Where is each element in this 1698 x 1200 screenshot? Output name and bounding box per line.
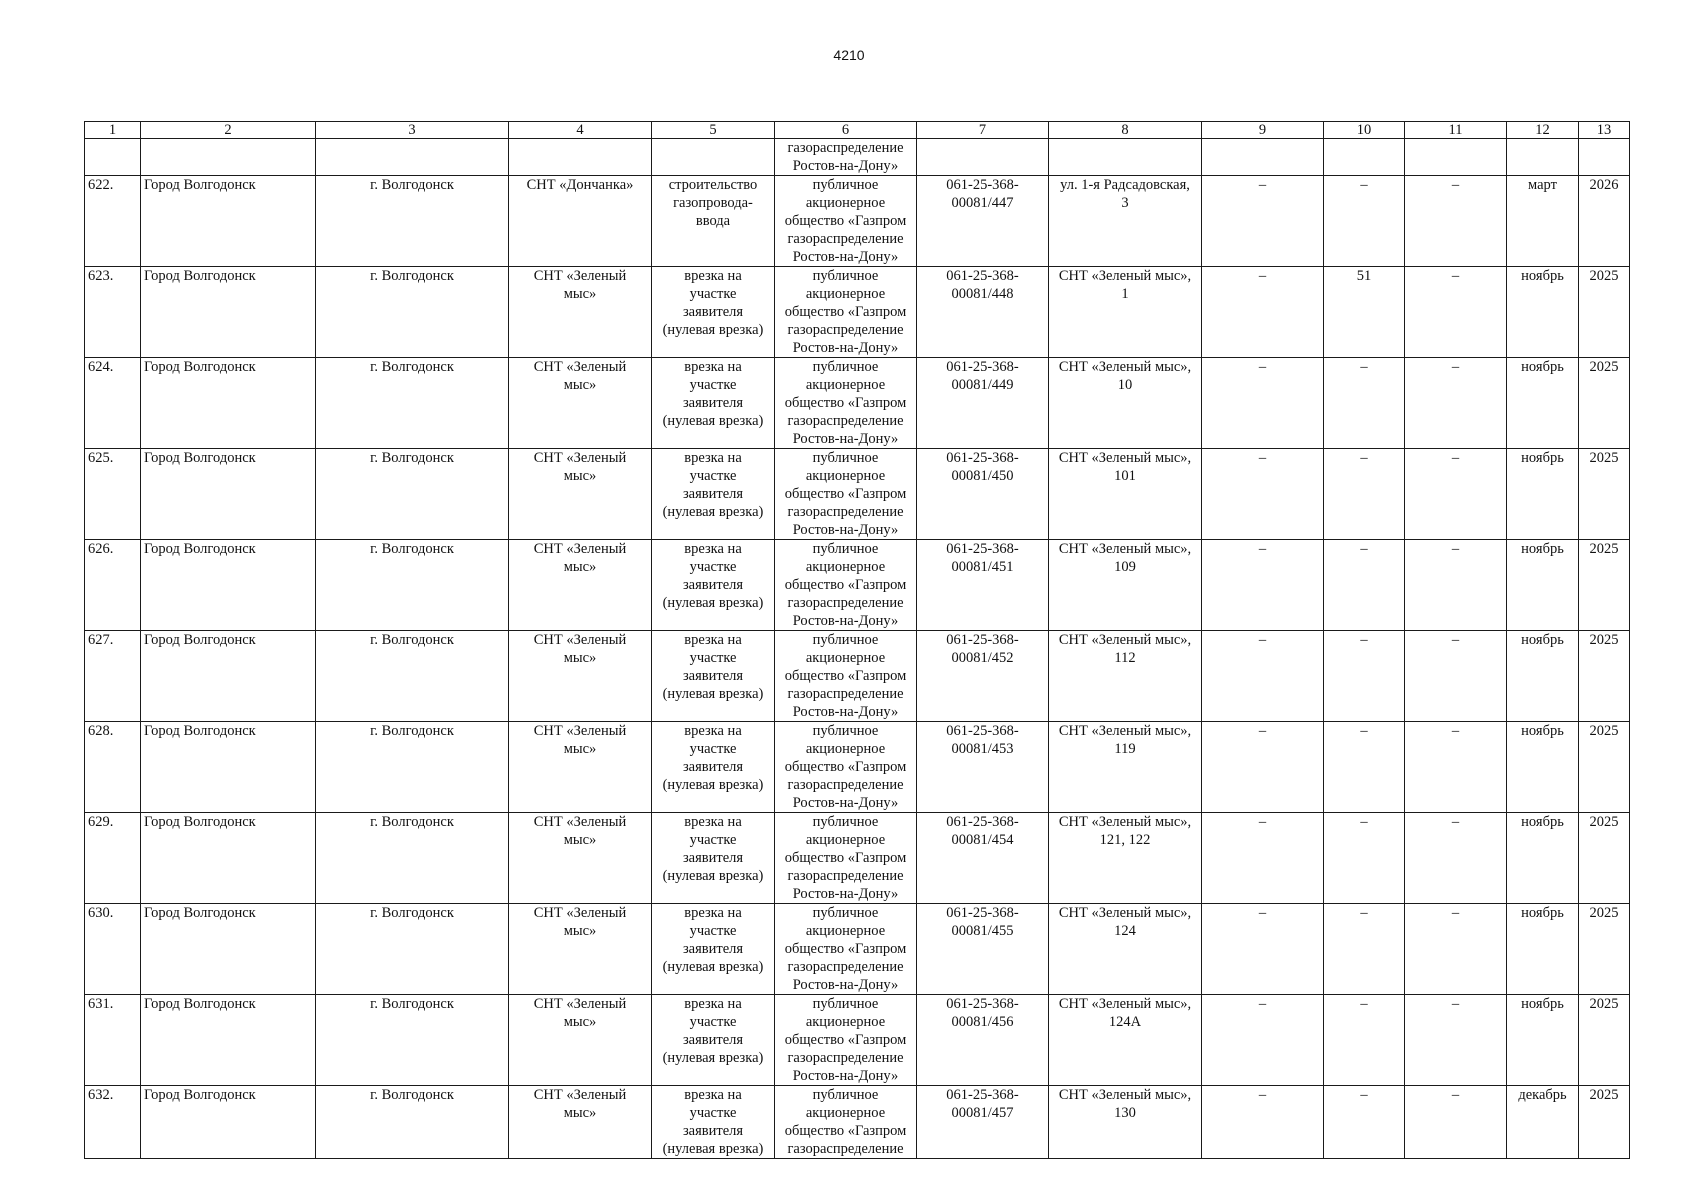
column-header-9: 9 bbox=[1202, 122, 1324, 139]
object-cell: СНТ «Зеленый мыс» bbox=[509, 267, 652, 358]
code-cell: 061-25-368- 00081/447 bbox=[917, 176, 1049, 267]
continuation-row bbox=[85, 139, 1630, 176]
month-cell: ноябрь bbox=[1507, 358, 1579, 449]
owner-cell: публичное акционерное общество «Газпром газораспределение Ростов-на-Дону» bbox=[775, 540, 917, 631]
object-cell: СНТ «Зеленый мыс» bbox=[509, 813, 652, 904]
column-11-cell: – bbox=[1405, 904, 1507, 995]
object-cell: СНТ «Дончанка» bbox=[509, 176, 652, 267]
column-header-4: 4 bbox=[509, 122, 652, 139]
settlement-cell: г. Волгодонск bbox=[316, 722, 509, 813]
municipality-cell: Город Волгодонск bbox=[141, 1086, 316, 1159]
column-11-cell: – bbox=[1405, 813, 1507, 904]
address-cell: СНТ «Зеленый мыс», 10 bbox=[1049, 358, 1202, 449]
municipality-cell: Город Волгодонск bbox=[141, 813, 316, 904]
column-9-cell: – bbox=[1202, 267, 1324, 358]
settlement-cell: г. Волгодонск bbox=[316, 904, 509, 995]
column-10-cell: – bbox=[1324, 995, 1405, 1086]
municipality-cell: Город Волгодонск bbox=[141, 358, 316, 449]
object-cell: СНТ «Зеленый мыс» bbox=[509, 904, 652, 995]
settlement-cell: г. Волгодонск bbox=[316, 449, 509, 540]
municipality-cell: Город Волгодонск bbox=[141, 267, 316, 358]
registry-table bbox=[84, 121, 1630, 1159]
table-row bbox=[85, 813, 1630, 904]
address-cell: СНТ «Зеленый мыс», 109 bbox=[1049, 540, 1202, 631]
address-cell: ул. 1-я Радсадовская, 3 bbox=[1049, 176, 1202, 267]
empty-cell bbox=[1202, 139, 1324, 176]
table-row bbox=[85, 995, 1630, 1086]
month-cell: ноябрь bbox=[1507, 995, 1579, 1086]
code-cell: 061-25-368- 00081/450 bbox=[917, 449, 1049, 540]
municipality-cell: Город Волгодонск bbox=[141, 631, 316, 722]
work-type-cell: врезка на участке заявителя (нулевая врезка) bbox=[652, 813, 775, 904]
month-cell: ноябрь bbox=[1507, 813, 1579, 904]
owner-cell: публичное акционерное общество «Газпром газораспределение Ростов-на-Дону» bbox=[775, 449, 917, 540]
code-cell: 061-25-368- 00081/454 bbox=[917, 813, 1049, 904]
municipality-cell: Город Волгодонск bbox=[141, 904, 316, 995]
work-type-cell: врезка на участке заявителя (нулевая врезка) bbox=[652, 722, 775, 813]
column-11-cell: – bbox=[1405, 995, 1507, 1086]
column-9-cell: – bbox=[1202, 813, 1324, 904]
owner-cell: публичное акционерное общество «Газпром газораспределение Ростов-на-Дону» bbox=[775, 722, 917, 813]
column-11-cell: – bbox=[1405, 267, 1507, 358]
month-cell: ноябрь bbox=[1507, 449, 1579, 540]
municipality-cell: Город Волгодонск bbox=[141, 722, 316, 813]
empty-cell bbox=[316, 139, 509, 176]
address-cell: СНТ «Зеленый мыс», 124 bbox=[1049, 904, 1202, 995]
table-body bbox=[85, 139, 1630, 1159]
settlement-cell: г. Волгодонск bbox=[316, 813, 509, 904]
settlement-cell: г. Волгодонск bbox=[316, 176, 509, 267]
object-cell: СНТ «Зеленый мыс» bbox=[509, 722, 652, 813]
work-type-cell: врезка на участке заявителя (нулевая врезка) bbox=[652, 449, 775, 540]
column-header-12: 12 bbox=[1507, 122, 1579, 139]
empty-cell bbox=[917, 139, 1049, 176]
year-cell: 2025 bbox=[1579, 358, 1630, 449]
month-cell: ноябрь bbox=[1507, 267, 1579, 358]
column-9-cell: – bbox=[1202, 176, 1324, 267]
column-11-cell: – bbox=[1405, 449, 1507, 540]
column-10-cell: – bbox=[1324, 813, 1405, 904]
year-cell: 2025 bbox=[1579, 631, 1630, 722]
row-number-cell: 622. bbox=[85, 176, 141, 267]
table-row bbox=[85, 631, 1630, 722]
month-cell: ноябрь bbox=[1507, 722, 1579, 813]
object-cell: СНТ «Зеленый мыс» bbox=[509, 540, 652, 631]
object-cell: СНТ «Зеленый мыс» bbox=[509, 358, 652, 449]
column-11-cell: – bbox=[1405, 1086, 1507, 1159]
address-cell: СНТ «Зеленый мыс», 130 bbox=[1049, 1086, 1202, 1159]
month-cell: март bbox=[1507, 176, 1579, 267]
owner-cell: публичное акционерное общество «Газпром газораспределение bbox=[775, 1086, 917, 1159]
year-cell: 2025 bbox=[1579, 540, 1630, 631]
empty-cell bbox=[1507, 139, 1579, 176]
municipality-cell: Город Волгодонск bbox=[141, 540, 316, 631]
column-header-11: 11 bbox=[1405, 122, 1507, 139]
year-cell: 2025 bbox=[1579, 813, 1630, 904]
empty-cell bbox=[1579, 139, 1630, 176]
column-9-cell: – bbox=[1202, 358, 1324, 449]
column-9-cell: – bbox=[1202, 722, 1324, 813]
empty-cell bbox=[141, 139, 316, 176]
column-header-1: 1 bbox=[85, 122, 141, 139]
table-row bbox=[85, 1086, 1630, 1159]
owner-cell: публичное акционерное общество «Газпром газораспределение Ростов-на-Дону» bbox=[775, 813, 917, 904]
year-cell: 2026 bbox=[1579, 176, 1630, 267]
empty-cell bbox=[1405, 139, 1507, 176]
table-row bbox=[85, 176, 1630, 267]
column-10-cell: – bbox=[1324, 358, 1405, 449]
settlement-cell: г. Волгодонск bbox=[316, 995, 509, 1086]
month-cell: ноябрь bbox=[1507, 540, 1579, 631]
row-number-cell: 630. bbox=[85, 904, 141, 995]
empty-cell bbox=[652, 139, 775, 176]
owner-cell: публичное акционерное общество «Газпром газораспределение Ростов-на-Дону» bbox=[775, 176, 917, 267]
code-cell: 061-25-368- 00081/453 bbox=[917, 722, 1049, 813]
column-header-7: 7 bbox=[917, 122, 1049, 139]
work-type-cell: врезка на участке заявителя (нулевая врезка) bbox=[652, 904, 775, 995]
year-cell: 2025 bbox=[1579, 1086, 1630, 1159]
column-header-10: 10 bbox=[1324, 122, 1405, 139]
row-number-cell: 628. bbox=[85, 722, 141, 813]
owner-cell: публичное акционерное общество «Газпром газораспределение Ростов-на-Дону» bbox=[775, 631, 917, 722]
row-number-cell: 629. bbox=[85, 813, 141, 904]
row-number-cell: 624. bbox=[85, 358, 141, 449]
owner-cell: публичное акционерное общество «Газпром газораспределение Ростов-на-Дону» bbox=[775, 358, 917, 449]
column-11-cell: – bbox=[1405, 631, 1507, 722]
table-row bbox=[85, 358, 1630, 449]
empty-cell bbox=[1324, 139, 1405, 176]
address-cell: СНТ «Зеленый мыс», 121, 122 bbox=[1049, 813, 1202, 904]
table-row bbox=[85, 904, 1630, 995]
object-cell: СНТ «Зеленый мыс» bbox=[509, 449, 652, 540]
owner-cell: публичное акционерное общество «Газпром газораспределение Ростов-на-Дону» bbox=[775, 995, 917, 1086]
column-10-cell: – bbox=[1324, 176, 1405, 267]
row-number-cell: 626. bbox=[85, 540, 141, 631]
year-cell: 2025 bbox=[1579, 449, 1630, 540]
column-11-cell: – bbox=[1405, 540, 1507, 631]
code-cell: 061-25-368- 00081/448 bbox=[917, 267, 1049, 358]
address-cell: СНТ «Зеленый мыс», 119 bbox=[1049, 722, 1202, 813]
column-10-cell: – bbox=[1324, 1086, 1405, 1159]
column-10-cell: – bbox=[1324, 631, 1405, 722]
work-type-cell: врезка на участке заявителя (нулевая врезка) bbox=[652, 358, 775, 449]
column-11-cell: – bbox=[1405, 358, 1507, 449]
empty-cell bbox=[85, 139, 141, 176]
address-cell: СНТ «Зеленый мыс», 1 bbox=[1049, 267, 1202, 358]
row-number-cell: 627. bbox=[85, 631, 141, 722]
column-9-cell: – bbox=[1202, 1086, 1324, 1159]
column-header-6: 6 bbox=[775, 122, 917, 139]
month-cell: ноябрь bbox=[1507, 631, 1579, 722]
code-cell: 061-25-368- 00081/451 bbox=[917, 540, 1049, 631]
column-9-cell: – bbox=[1202, 449, 1324, 540]
column-10-cell: 51 bbox=[1324, 267, 1405, 358]
address-cell: СНТ «Зеленый мыс», 124А bbox=[1049, 995, 1202, 1086]
year-cell: 2025 bbox=[1579, 722, 1630, 813]
settlement-cell: г. Волгодонск bbox=[316, 540, 509, 631]
empty-cell bbox=[509, 139, 652, 176]
work-type-cell: строительство газопровода- ввода bbox=[652, 176, 775, 267]
column-10-cell: – bbox=[1324, 449, 1405, 540]
month-cell: декабрь bbox=[1507, 1086, 1579, 1159]
month-cell: ноябрь bbox=[1507, 904, 1579, 995]
column-header-5: 5 bbox=[652, 122, 775, 139]
table-row bbox=[85, 540, 1630, 631]
code-cell: 061-25-368- 00081/455 bbox=[917, 904, 1049, 995]
code-cell: 061-25-368- 00081/449 bbox=[917, 358, 1049, 449]
municipality-cell: Город Волгодонск bbox=[141, 449, 316, 540]
row-number-cell: 623. bbox=[85, 267, 141, 358]
column-header-8: 8 bbox=[1049, 122, 1202, 139]
empty-cell bbox=[1049, 139, 1202, 176]
address-cell: СНТ «Зеленый мыс», 101 bbox=[1049, 449, 1202, 540]
year-cell: 2025 bbox=[1579, 267, 1630, 358]
page-number: 4210 bbox=[833, 47, 865, 63]
year-cell: 2025 bbox=[1579, 904, 1630, 995]
address-cell: СНТ «Зеленый мыс», 112 bbox=[1049, 631, 1202, 722]
settlement-cell: г. Волгодонск bbox=[316, 267, 509, 358]
settlement-cell: г. Волгодонск bbox=[316, 631, 509, 722]
code-cell: 061-25-368- 00081/452 bbox=[917, 631, 1049, 722]
column-11-cell: – bbox=[1405, 722, 1507, 813]
object-cell: СНТ «Зеленый мыс» bbox=[509, 995, 652, 1086]
code-cell: 061-25-368- 00081/456 bbox=[917, 995, 1049, 1086]
column-10-cell: – bbox=[1324, 540, 1405, 631]
object-cell: СНТ «Зеленый мыс» bbox=[509, 631, 652, 722]
column-9-cell: – bbox=[1202, 631, 1324, 722]
work-type-cell: врезка на участке заявителя (нулевая врезка) bbox=[652, 1086, 775, 1159]
municipality-cell: Город Волгодонск bbox=[141, 176, 316, 267]
work-type-cell: врезка на участке заявителя (нулевая врезка) bbox=[652, 267, 775, 358]
work-type-cell: врезка на участке заявителя (нулевая врезка) bbox=[652, 995, 775, 1086]
column-9-cell: – bbox=[1202, 540, 1324, 631]
continuation-owner-cell: газораспределение Ростов-на-Дону» bbox=[775, 139, 917, 176]
column-11-cell: – bbox=[1405, 176, 1507, 267]
table-row bbox=[85, 722, 1630, 813]
object-cell: СНТ «Зеленый мыс» bbox=[509, 1086, 652, 1159]
column-header-2: 2 bbox=[141, 122, 316, 139]
column-number-row bbox=[85, 122, 1630, 139]
work-type-cell: врезка на участке заявителя (нулевая врезка) bbox=[652, 631, 775, 722]
year-cell: 2025 bbox=[1579, 995, 1630, 1086]
municipality-cell: Город Волгодонск bbox=[141, 995, 316, 1086]
settlement-cell: г. Волгодонск bbox=[316, 1086, 509, 1159]
table-row bbox=[85, 449, 1630, 540]
row-number-cell: 625. bbox=[85, 449, 141, 540]
column-header-3: 3 bbox=[316, 122, 509, 139]
table-row bbox=[85, 267, 1630, 358]
owner-cell: публичное акционерное общество «Газпром газораспределение Ростов-на-Дону» bbox=[775, 904, 917, 995]
owner-cell: публичное акционерное общество «Газпром газораспределение Ростов-на-Дону» bbox=[775, 267, 917, 358]
settlement-cell: г. Волгодонск bbox=[316, 358, 509, 449]
row-number-cell: 632. bbox=[85, 1086, 141, 1159]
column-9-cell: – bbox=[1202, 995, 1324, 1086]
code-cell: 061-25-368- 00081/457 bbox=[917, 1086, 1049, 1159]
work-type-cell: врезка на участке заявителя (нулевая врезка) bbox=[652, 540, 775, 631]
column-header-13: 13 bbox=[1579, 122, 1630, 139]
column-9-cell: – bbox=[1202, 904, 1324, 995]
row-number-cell: 631. bbox=[85, 995, 141, 1086]
column-10-cell: – bbox=[1324, 722, 1405, 813]
column-10-cell: – bbox=[1324, 904, 1405, 995]
